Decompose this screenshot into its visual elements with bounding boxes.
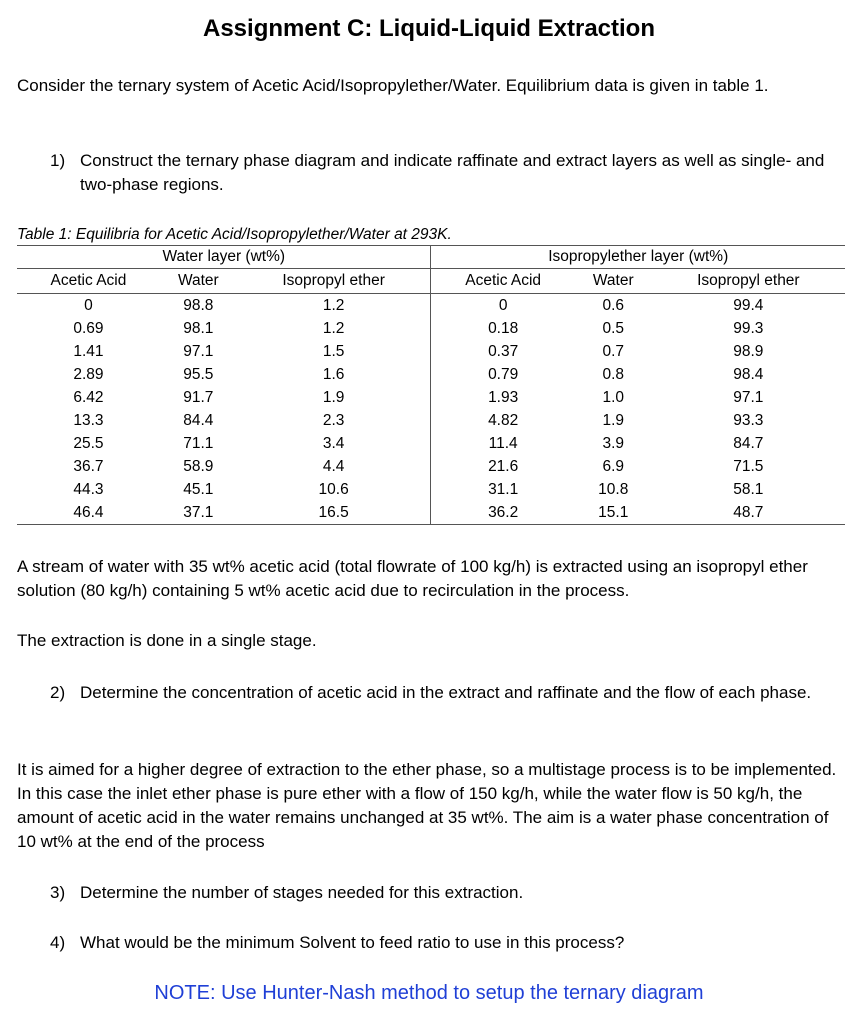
table-cell: 0 (498, 296, 508, 314)
table-cell: 97.1 (733, 388, 764, 406)
single-stage-paragraph: The extraction is done in a single stage. (17, 631, 317, 650)
table-caption: Table 1: Equilibria for Acetic Acid/Isopropylether/Water at 293K. (17, 226, 452, 243)
table-cell: 0.37 (488, 342, 519, 360)
equilibrium-table (17, 245, 845, 525)
table-cell: 58.1 (733, 480, 764, 498)
question-text: Construct the ternary phase diagram and indicate raffinate and extract layers as well as single- and two-phase regions. (80, 151, 825, 194)
table-cell: 98.4 (733, 365, 764, 383)
table-row (17, 317, 845, 340)
table-cell: 0.6 (602, 296, 625, 314)
table-cell: 15.1 (575, 501, 652, 525)
table-cell: 3.4 (237, 432, 431, 455)
question-1 (50, 149, 850, 197)
table-cell: 1.9 (602, 411, 625, 429)
question-number: 3) (50, 883, 66, 902)
column-header: Isopropyl ether (237, 269, 431, 294)
table-cell: 1.93 (488, 388, 519, 406)
column-header: Water (575, 269, 652, 294)
table-cell: 46.4 (17, 501, 160, 525)
table-row (17, 294, 845, 318)
table-cell: 84.7 (733, 434, 764, 452)
table-cell: 44.3 (73, 480, 104, 498)
multistage-paragraph: It is aimed for a higher degree of extraction to the ether phase, so a multistage process is to be implemented. In this case the inlet ether phase is pure ether with a flow of 150 kg/h, while the water flow is 50 kg/h, the amount of acetic acid in the water remains unchanged at 35 wt%. The aim is a water phase concentration of 10 wt% at the end of the process (17, 760, 837, 851)
table-cell: 6.42 (73, 388, 104, 406)
table-cell: 98.1 (183, 319, 214, 337)
table-cell: 0.79 (488, 365, 519, 383)
table-cell: 98.8 (183, 296, 214, 314)
table-cell: 31.1 (488, 480, 519, 498)
table-cell: 36.2 (431, 501, 575, 525)
table-cell: 71.5 (733, 457, 764, 475)
question-number: 2) (50, 683, 66, 702)
table-cell: 0.69 (73, 319, 104, 337)
table-cell: 71.1 (183, 434, 214, 452)
table-cell: 1.0 (602, 388, 625, 406)
table-cell: 58.9 (183, 457, 214, 475)
table-cell: 98.9 (733, 342, 764, 360)
column-header: Isopropyl ether (652, 269, 845, 294)
table-cell: 2.89 (73, 365, 104, 383)
table-row (17, 363, 845, 386)
table-row (17, 501, 845, 525)
table-cell: 93.3 (733, 411, 764, 429)
table-cell: 13.3 (73, 411, 104, 429)
table-row (17, 386, 845, 409)
table-cell: 2.3 (237, 409, 431, 432)
table-cell: 25.5 (73, 434, 104, 452)
question-number: 1) (50, 151, 66, 170)
question-3 (50, 881, 850, 905)
table-cell: 4.4 (237, 455, 431, 478)
page-title: Assignment C: Liquid-Liquid Extraction (203, 15, 655, 42)
question-4 (50, 931, 850, 955)
table-cell: 0.8 (602, 365, 625, 383)
table-cell: 1.5 (237, 340, 431, 363)
table-cell: 0.7 (602, 342, 625, 360)
stream-paragraph: A stream of water with 35 wt% acetic acid (total flowrate of 100 kg/h) is extracted using an isopropyl ether solution (80 kg/h) containing 5 wt% acetic acid due to recirculation in the process. (17, 557, 808, 600)
question-text: Determine the number of stages needed for this extraction. (80, 883, 524, 902)
question-number: 4) (50, 933, 66, 952)
table-cell: 16.5 (237, 501, 431, 525)
column-header: Acetic Acid (431, 269, 575, 294)
table-row (17, 409, 845, 432)
table-row (17, 478, 845, 501)
table-cell: 1.41 (73, 342, 104, 360)
table-cell: 10.6 (237, 478, 431, 501)
table-cell: 1.9 (237, 386, 431, 409)
table-cell: 99.4 (733, 296, 764, 314)
group-header-ether-layer: Isopropylether layer (wt%) (431, 246, 845, 269)
table-cell: 37.1 (160, 501, 237, 525)
table-cell: 11.4 (488, 434, 518, 452)
question-text: Determine the concentration of acetic acid in the extract and raffinate and the flow of each phase. (80, 683, 812, 702)
table-cell: 1.2 (237, 317, 431, 340)
note-text: NOTE: Use Hunter-Nash method to setup the ternary diagram (154, 982, 704, 1004)
table-row (17, 432, 845, 455)
table-cell: 36.7 (73, 457, 104, 475)
table-cell: 0.18 (488, 319, 519, 337)
table-cell: 0 (84, 296, 93, 314)
table-row (17, 340, 845, 363)
table-cell: 0.5 (602, 319, 625, 337)
table-cell: 99.3 (733, 319, 764, 337)
table-cell: 3.9 (602, 434, 625, 452)
question-text: What would be the minimum Solvent to feed ratio to use in this process? (80, 933, 625, 952)
table-cell: 84.4 (183, 411, 214, 429)
group-header-water-layer: Water layer (wt%) (17, 246, 431, 269)
table-cell: 1.6 (237, 363, 431, 386)
table-cell: 10.8 (598, 480, 629, 498)
intro-paragraph: Consider the ternary system of Acetic Acid/Isopropylether/Water. Equilibrium data is given in table 1. (17, 76, 769, 95)
table-cell: 45.1 (183, 480, 214, 498)
table-cell: 6.9 (602, 457, 625, 475)
table-cell: 97.1 (183, 342, 214, 360)
table-cell: 1.2 (237, 294, 431, 318)
table-cell: 21.6 (488, 457, 519, 475)
column-header: Acetic Acid (17, 269, 160, 294)
table-row (17, 455, 845, 478)
question-2 (50, 681, 850, 705)
table-cell: 91.7 (183, 388, 214, 406)
table-cell: 4.82 (488, 411, 519, 429)
table-cell: 95.5 (183, 365, 214, 383)
column-header: Water (160, 269, 237, 294)
table-cell: 48.7 (652, 501, 845, 525)
